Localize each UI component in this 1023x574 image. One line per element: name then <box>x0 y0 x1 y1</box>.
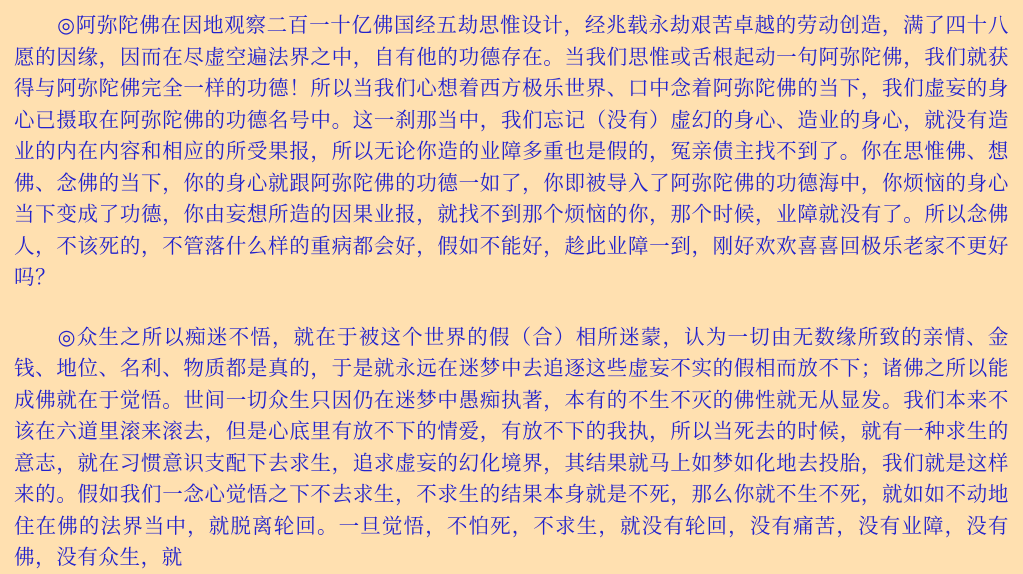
paragraph-1 <box>14 10 1009 294</box>
paragraph-text: ◎众生之所以痴迷不悟，就在于被这个世界的假（合）相所迷蒙，认为一切由无数缘所致的亲情、金钱、地位、名利、物质都是真的，于是就永远在迷梦中去追逐这些虚妄不实的假相而放不下；诸佛之所以能成佛就在于觉悟。世间一切众生只因仍在迷梦中愚痴执著，本有的不生不灭的佛性就无从显发。我们本来不该在六道里滚来滚去，但是心底里有放不下的情爱，有放不下的我执，所以当死去的时候，就有一种求生的意志，就在习惯意识支配下去求生，追求虚妄的幻化境界，其结果就马上如梦如化地去投胎，我们就是这样来的。假如我们一念心觉悟之下不去求生，不求生的结果本身就是不死，那么你就不生不死，就如如不动地住在佛的法界当中，就脱离轮回。一旦觉悟，不怕死，不求生，就没有轮回，没有痛苦，没有业障，没有佛，没有众生，就 <box>14 324 1009 569</box>
paragraph-2 <box>14 322 1009 574</box>
paragraph-text: ◎阿弥陀佛在因地观察二百一十亿佛国经五劫思惟设计，经兆载永劫艰苦卓越的劳动创造，满了四十八愿的因缘，因而在尽虚空遍法界之中，自有他的功德存在。当我们思惟或舌根起动一句阿弥陀佛，我们就获得与阿弥陀佛完全一样的功德！所以当我们心想着西方极乐世界、口中念着阿弥陀佛的当下，我们虚妄的身心已摄取在阿弥陀佛的功德名号中。这一刹那当中，我们忘记（没有）虚幻的身心、造业的身心，就没有造业的内在内容和相应的所受果报，所以无论你造的业障多重也是假的，冤亲债主找不到了。你在思惟佛、想佛、念佛的当下，你的身心就跟阿弥陀佛的功德一如了，你即被导入了阿弥陀佛的功德海中，你烦恼的身心当下变成了功德，你由妄想所造的因果业报，就找不到那个烦恼的你，那个时候，业障就没有了。所以念佛人，不该死的，不管落什么样的重病都会好，假如不能好，趁此业障一到，刚好欢欢喜喜回极乐老家不更好吗？ <box>14 13 1009 289</box>
